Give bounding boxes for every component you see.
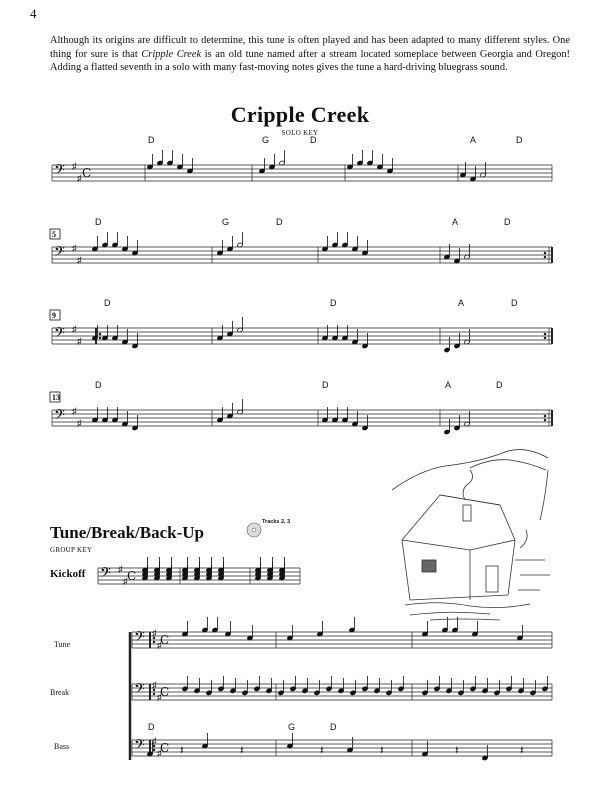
sharp-sign: ♯ <box>77 255 82 265</box>
bass-chord-symbol: D <box>330 722 337 732</box>
sharp-sign: ♯ <box>77 336 82 346</box>
sharp-sign: ♯ <box>157 692 162 702</box>
repeat-dot <box>544 419 546 421</box>
sharp-sign: ♯ <box>77 173 82 183</box>
chord-symbol: D <box>148 135 155 145</box>
measure-number: 9 <box>52 311 56 320</box>
sharp-sign: ♯ <box>123 576 128 586</box>
sharp-sign: ♯ <box>152 736 157 746</box>
bass-clef-icon: 𝄢 <box>134 737 145 757</box>
bass-clef-icon: 𝄢 <box>54 407 65 427</box>
bass-chord-symbol: G <box>288 722 296 732</box>
sharp-sign: ♯ <box>152 680 157 690</box>
sharp-sign: ♯ <box>152 628 157 638</box>
sharp-sign: ♯ <box>157 640 162 650</box>
quarter-rest: 𝄽 <box>380 743 384 757</box>
bass-clef-icon: 𝄢 <box>54 162 65 182</box>
solo-staff <box>52 165 552 181</box>
quarter-rest: 𝄽 <box>240 743 244 757</box>
repeat-dot <box>544 337 546 339</box>
bass-clef-icon: 𝄢 <box>54 325 65 345</box>
time-signature: C <box>160 685 170 699</box>
part-label-tune: Tune <box>54 640 71 649</box>
bass-clef-icon: 𝄢 <box>134 681 145 701</box>
sharp-sign: ♯ <box>157 748 162 758</box>
quarter-rest: 𝄽 <box>455 743 459 757</box>
sharp-sign: ♯ <box>77 418 82 428</box>
repeat-dot <box>544 333 546 335</box>
chord-symbol: A <box>470 135 477 145</box>
chord-symbol: G <box>222 217 230 227</box>
chord-symbol: D <box>322 380 329 390</box>
repeat-dot <box>153 749 155 751</box>
sharp-sign: ♯ <box>72 243 77 253</box>
chord-symbol: A <box>452 217 459 227</box>
time-signature: C <box>160 633 170 647</box>
bass-clef-icon: 𝄢 <box>54 244 65 264</box>
repeat-dot <box>544 415 546 417</box>
part-label-bass: Bass <box>54 742 70 751</box>
group-staff <box>132 740 552 756</box>
chord-symbol: D <box>504 217 511 227</box>
repeat-dot <box>544 256 546 258</box>
sharp-sign: ♯ <box>118 564 123 574</box>
chord-symbol: D <box>95 217 102 227</box>
measure-number: 13 <box>52 393 60 402</box>
sharp-sign: ♯ <box>72 324 77 334</box>
house-illustration <box>392 450 550 620</box>
cd-hole <box>252 528 256 532</box>
time-signature: C <box>82 166 92 180</box>
repeat-dot <box>99 337 101 339</box>
part-label-break: Break <box>50 688 70 697</box>
time-signature: C <box>160 741 170 755</box>
chord-symbol: D <box>330 298 337 308</box>
chord-symbol: D <box>496 380 503 390</box>
chord-symbol: D <box>95 380 102 390</box>
chord-symbol: D <box>511 298 518 308</box>
bass-clef-icon: 𝄢 <box>100 565 111 585</box>
chord-symbol: D <box>276 217 283 227</box>
measure-number: 5 <box>52 230 56 239</box>
section-key-note: GROUP KEY <box>50 546 93 554</box>
group-staff <box>132 632 552 648</box>
intro-paragraph: Although its origins are difficult to determine, this tune is often played and has been adapted to many different styles. One thing for sure is that Cripple Creek is an old tune named after a stream located someplace between Georgia and Oregon! Adding a flatted seventh in a solo with many fast-moving notes gives the tune a hard-driving bluegrass sound. <box>50 35 570 73</box>
repeat-dot <box>153 641 155 643</box>
section-title: Tune/Break/Back-Up <box>50 523 204 542</box>
page-number: 4 <box>30 6 37 21</box>
page-title: Cripple Creek <box>230 102 370 127</box>
title-key-note: SOLO KEY <box>281 129 319 137</box>
bass-chord-symbol: D <box>148 722 155 732</box>
chord-symbol: A <box>445 380 452 390</box>
tracks-label: Tracks 2, 3 <box>262 519 291 525</box>
chord-symbol: G <box>262 135 270 145</box>
repeat-dot <box>99 333 101 335</box>
repeat-dot <box>544 252 546 254</box>
sharp-sign: ♯ <box>72 161 77 171</box>
kickoff-label: Kickoff <box>50 568 86 580</box>
bass-clef-icon: 𝄢 <box>134 629 145 649</box>
intro-tune-name: Cripple Creek <box>141 48 202 60</box>
sharp-sign: ♯ <box>72 406 77 416</box>
chord-symbol: D <box>104 298 111 308</box>
quarter-rest: 𝄽 <box>320 743 324 757</box>
repeat-dot <box>153 693 155 695</box>
chord-symbol: A <box>458 298 465 308</box>
chord-symbol: D <box>310 135 317 145</box>
quarter-rest: 𝄽 <box>520 743 524 757</box>
chord-symbol: D <box>516 135 523 145</box>
quarter-rest: 𝄽 <box>180 743 184 757</box>
time-signature: C <box>127 569 137 583</box>
